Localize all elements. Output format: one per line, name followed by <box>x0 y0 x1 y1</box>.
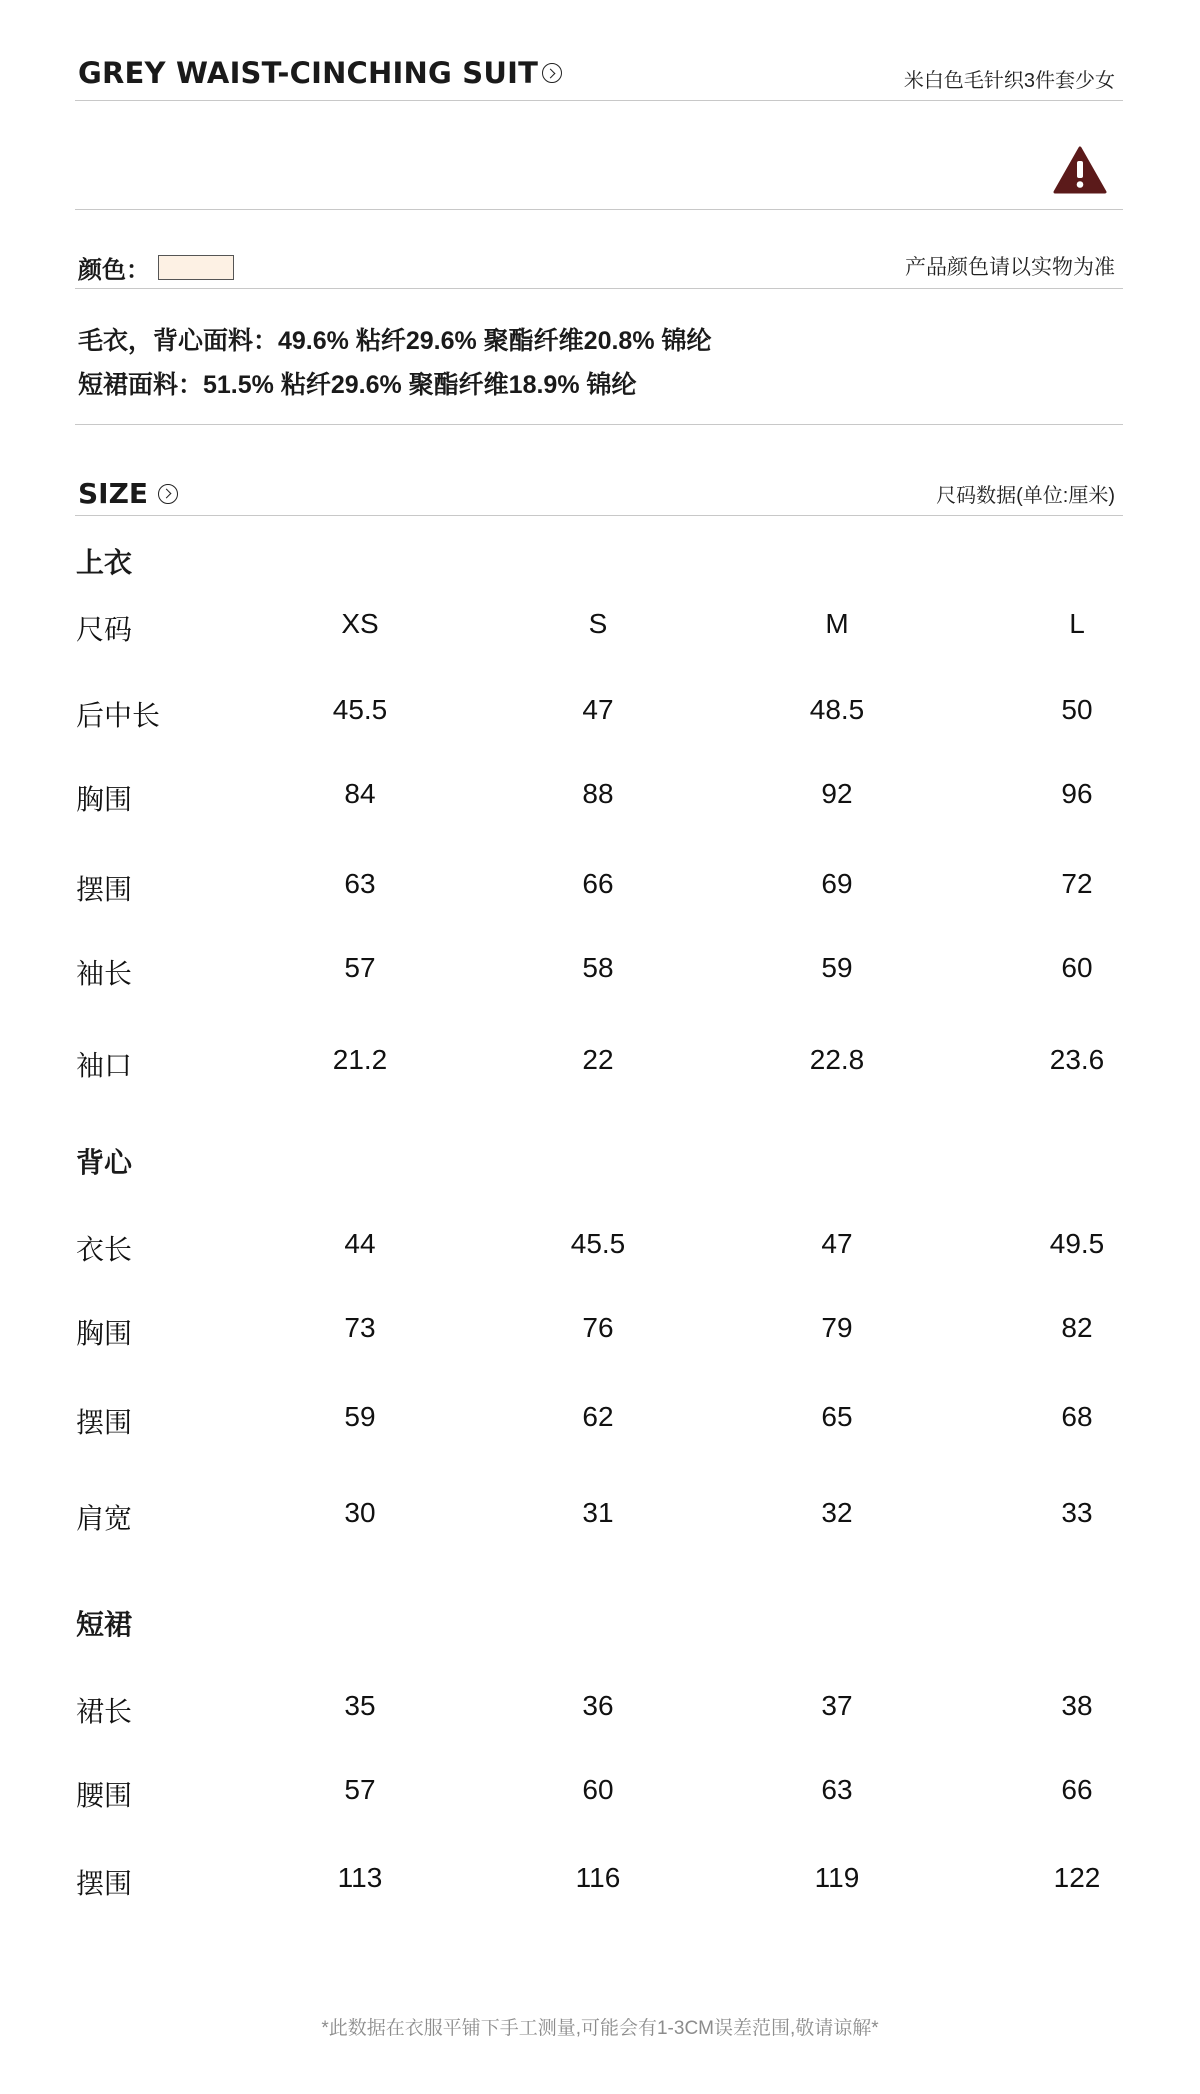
table-cell: 60 <box>1061 952 1093 983</box>
table-cell: 62 <box>582 1401 614 1432</box>
table-cell: 69 <box>821 868 853 899</box>
table-row <box>0 778 1200 818</box>
color-swatch <box>158 255 234 280</box>
row-label: 后中长 <box>76 700 161 731</box>
table-cell: 65 <box>821 1401 853 1432</box>
row-label: 摆围 <box>76 874 133 905</box>
table-cell: 59 <box>821 952 853 983</box>
size-title-text: SIZE <box>78 477 149 510</box>
table-cell: 63 <box>344 868 376 899</box>
table-cell: 48.5 <box>809 694 865 725</box>
table-cell: 31 <box>582 1497 614 1528</box>
color-disclaimer: 产品颜色请以实物为准 <box>905 256 1115 279</box>
page-title <box>78 56 562 90</box>
fabric-line-top: 毛衣，背心面料：49.6% 粘纤29.6% 聚酯纤维20.8% 锦纶 <box>78 327 712 355</box>
table-cell: 84 <box>344 778 376 809</box>
color-label <box>78 250 234 285</box>
table-cell: 59 <box>344 1401 376 1432</box>
table-cell: 22 <box>582 1044 614 1075</box>
table-cell: 119 <box>814 1862 860 1893</box>
row-label: 袖长 <box>76 958 133 989</box>
table-cell: 73 <box>344 1312 376 1343</box>
table-cell: 45.5 <box>570 1228 626 1259</box>
row-label: 摆围 <box>76 1868 133 1899</box>
table-cell: 57 <box>344 952 376 983</box>
table-section-title: 背心 <box>76 1147 133 1178</box>
table-cell: 45.5 <box>332 694 388 725</box>
product-subtitle: 米白色毛针织3件套少女 <box>903 70 1115 92</box>
table-cell: L <box>1069 608 1085 639</box>
table-cell: 122 <box>1053 1862 1101 1893</box>
table-cell: 88 <box>582 778 614 809</box>
table-row <box>0 1401 1200 1441</box>
chevron-right-circle-icon[interactable] <box>158 484 178 504</box>
table-cell: 49.5 <box>1049 1228 1105 1259</box>
table-cell: XS <box>341 608 379 639</box>
table-cell: 116 <box>575 1862 621 1893</box>
warning-triangle-icon <box>1053 146 1107 194</box>
table-row <box>0 1312 1200 1352</box>
row-label: 腰围 <box>76 1780 133 1811</box>
table-row <box>0 1862 1200 1902</box>
table-cell: 68 <box>1061 1401 1093 1432</box>
table-cell: 35 <box>344 1690 376 1721</box>
table-section-title: 短裙 <box>76 1609 133 1640</box>
table-cell: 66 <box>582 868 614 899</box>
table-cell: 47 <box>582 694 614 725</box>
table-row <box>0 952 1200 992</box>
row-label: 摆围 <box>76 1407 133 1438</box>
table-cell: 113 <box>337 1862 383 1893</box>
table-cell: 47 <box>821 1228 853 1259</box>
divider <box>75 515 1123 516</box>
table-cell: 21.2 <box>332 1044 388 1075</box>
table-cell: 22.8 <box>809 1044 865 1075</box>
table-cell: 57 <box>344 1774 376 1805</box>
measurement-footnote: *此数据在衣服平铺下手工测量,可能会有1-3CM误差范围,敬请谅解* <box>321 2018 879 2039</box>
row-label: 胸围 <box>76 1318 133 1349</box>
row-label: 尺码 <box>76 614 133 645</box>
table-header-row <box>0 608 1200 648</box>
table-cell: 66 <box>1061 1774 1093 1805</box>
table-cell: 79 <box>821 1312 853 1343</box>
table-cell: 50 <box>1061 694 1093 725</box>
size-unit-note: 尺码数据(单位:厘米) <box>936 485 1115 507</box>
table-cell: 60 <box>582 1774 614 1805</box>
divider <box>75 100 1123 101</box>
table-row <box>0 1497 1200 1537</box>
table-cell: 23.6 <box>1049 1044 1105 1075</box>
row-label: 胸围 <box>76 784 133 815</box>
table-cell: 96 <box>1061 778 1093 809</box>
divider <box>75 288 1123 289</box>
table-cell: 33 <box>1061 1497 1093 1528</box>
table-cell: 82 <box>1061 1312 1093 1343</box>
table-cell: 30 <box>344 1497 376 1528</box>
row-label: 裙长 <box>76 1696 133 1727</box>
table-cell: 38 <box>1061 1690 1093 1721</box>
table-cell: 76 <box>582 1312 614 1343</box>
table-cell: 32 <box>821 1497 853 1528</box>
fabric-line-skirt: 短裙面料：51.5% 粘纤29.6% 聚酯纤维18.9% 锦纶 <box>78 371 637 399</box>
table-row <box>0 1690 1200 1730</box>
row-label: 衣长 <box>76 1234 133 1265</box>
table-row <box>0 1228 1200 1268</box>
table-cell: 58 <box>582 952 614 983</box>
table-cell: 72 <box>1061 868 1093 899</box>
table-cell: 63 <box>821 1774 853 1805</box>
row-label: 肩宽 <box>76 1503 133 1534</box>
table-row <box>0 1044 1200 1084</box>
table-row <box>0 868 1200 908</box>
table-cell: 37 <box>821 1690 853 1721</box>
table-row <box>0 694 1200 734</box>
table-section-title: 上衣 <box>76 547 133 578</box>
divider <box>75 424 1123 425</box>
table-cell: 36 <box>582 1690 614 1721</box>
chevron-right-circle-icon[interactable] <box>542 63 562 83</box>
size-title <box>78 477 178 510</box>
divider <box>75 209 1123 210</box>
color-label-text: 颜色： <box>78 257 150 284</box>
table-cell: M <box>825 608 849 639</box>
row-label: 袖口 <box>76 1050 133 1081</box>
page-title-text: GREY WAIST-CINCHING SUIT <box>78 56 539 90</box>
table-cell: 44 <box>344 1228 376 1259</box>
table-cell: 92 <box>821 778 853 809</box>
table-cell: S <box>588 608 608 639</box>
table-row <box>0 1774 1200 1814</box>
